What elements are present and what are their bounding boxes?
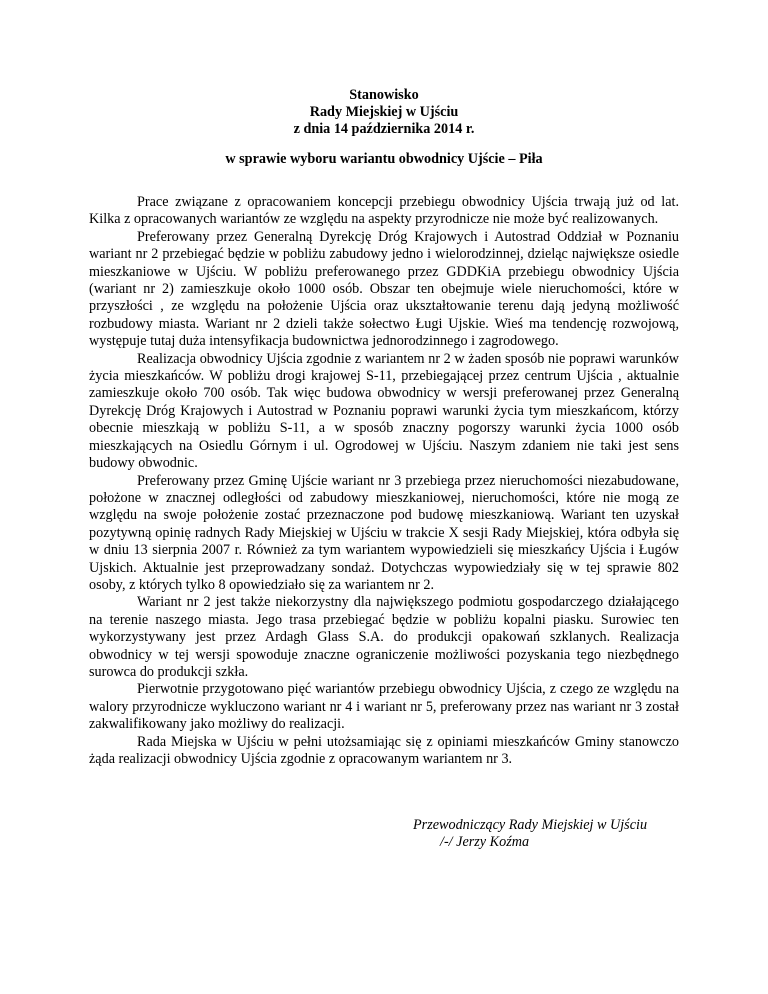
paragraph: Preferowany przez Gminę Ujście wariant nr 3 przebiega przez nieruchomości niezabudowane, położone w znacznej odległości od zabudowy mieszkaniowej, nieruchomości, które nie mogą ze względu na swoje położenie zostać przeznaczone pod budowę mieszkaniową. Wariant ten uzyskał pozytywną opinię radnych Rady Miejskiej w Ujściu w trakcie X sesji Rady Miejskiej, która odbyła się w dniu 13 sierpnia 2007 r. Również za tym wariantem wypowiedzieli się mieszkańcy Ujścia i Ługów Ujskich. Aktualnie jest przeprowadzany sondaż. Dotychczas wypowiedziały się w tej sprawie 802 osoby, z których tylko 8 opowiedziało się za wariantem nr 2. [89, 472, 679, 593]
signature-title: Przewodniczący Rady Miejskiej w Ujściu [413, 817, 648, 833]
heading-issuer: Rady Miejskiej w Ujściu [309, 104, 459, 120]
paragraph: Prace związane z opracowaniem koncepcji przebiegu obwodnicy Ujścia trwają już od lat. Kilka z opracowanych wariantów ze względu na aspekty przyrodnicze nie może być realizowanych. [89, 194, 679, 228]
paragraph: Wariant nr 2 jest także niekorzystny dla największego podmiotu gospodarczego działającego na terenie naszego miasta. Jego trasa przebiegać będzie w pobliżu kopalni piasku. Surowiec ten wykorzystywany jest przez Ardagh Glass S.A. do produkcji opakowań szklanych. Realizacja obwodnicy w tej wersji spowoduje znaczne ograniczenie możliwości pozyskania tego niezbędnego surowca do produkcji szkła. [89, 594, 679, 680]
paragraph: Pierwotnie przygotowano pięć wariantów przebiegu obwodnicy Ujścia, z czego ze względu na walory przyrodnicze wykluczono wariant nr 4 i wariant nr 5, preferowany przez nas wariant nr 3 został zakwalifikowany jako możliwy do realizacji. [89, 681, 679, 733]
signature-block [413, 817, 647, 852]
heading-date: z dnia 14 października 2014 r. [293, 121, 475, 137]
document-body [89, 194, 679, 768]
paragraph: Rada Miejska w Ujściu w pełni utożsamiając się z opiniami mieszkańców Gminy stanowczo żąda realizacji obwodnicy Ujścia zgodnie z opracowanym wariantem nr 3. [89, 733, 679, 767]
document-subject: w sprawie wyboru wariantu obwodnicy Ujście – Piła [225, 151, 543, 167]
signature-name: /-/ Jerzy Koźma [440, 834, 530, 851]
paragraph: Preferowany przez Generalną Dyrekcję Dróg Krajowych i Autostrad Oddział w Poznaniu wariant nr 2 przebiegać będzie w pobliżu zabudowy jedno i wielorodzinnej, dzieląc największe osiedle mieszkaniowe w Ujściu. W pobliżu preferowanego przez GDDKiA przebiegu obwodnicy Ujścia (wariant nr 2) zamieszkuje około 1000 osób. Obszar ten obejmuje wiele nieruchomości, które w przyszłości , ze względu na położenie Ujścia oraz ukształtowanie terenu dają jedyną możliwość rozbudowy miasta. Wariant nr 2 dzieli także sołectwo Ługi Ujskie. Wieś ma tendencję rozwojową, występuje tutaj duża intensyfikacja budownictwa jednorodzinnego i zagrodowego. [89, 228, 679, 350]
document-heading [0, 87, 768, 138]
heading-title: Stanowisko [349, 87, 419, 103]
paragraph: Realizacja obwodnicy Ujścia zgodnie z wariantem nr 2 w żaden sposób nie poprawi warunków życia mieszkańców. W pobliżu drogi krajowej S-11, przebiegającej przez centrum Ujścia , aktualnie zamieszkuje około 700 osób. Tak więc budowa obwodnicy w wersji preferowanej przez Generalną Dyrekcję Dróg Krajowych i Autostrad w Poznaniu poprawi warunki życia tym mieszkańcom, którzy obecnie mieszkają w pobliżu S-11, a w sposób znaczny pogorszy warunki życia 1000 osób mieszkających na Osiedlu Górnym i ul. Ogrodowej w Ujściu. Naszym zdaniem nie taki jest sens budowy obwodnic. [89, 350, 679, 472]
